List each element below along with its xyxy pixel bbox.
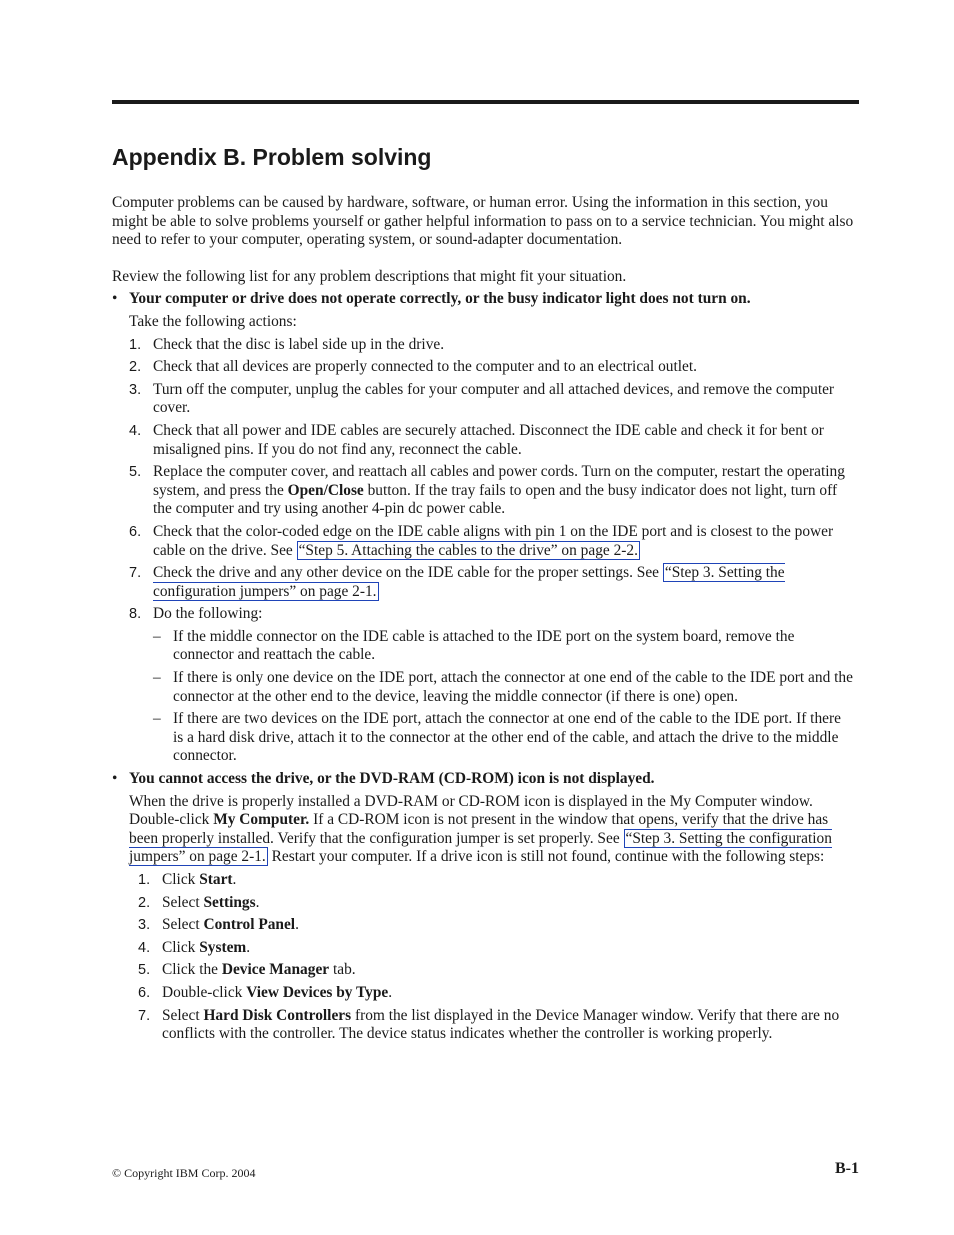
dash-mark: – <box>153 669 161 687</box>
top-rule <box>112 100 859 104</box>
bullet-mark: • <box>112 770 118 788</box>
page-number: B-1 <box>835 1160 859 1177</box>
step-number: 5. <box>138 962 151 979</box>
step-text: Click <box>162 871 200 888</box>
step-item <box>129 605 854 766</box>
step-number: 1. <box>129 336 142 353</box>
review-paragraph: Review the following list for any problem descriptions that might fit your situation. <box>112 267 627 285</box>
intro-paragraph: Computer problems can be caused by hardware, software, or human error. Using the information in this section, you might be able to solve problems yourself or gather helpful information to pass on to a service technician. You might also need to refer to your computer, operating system, or sound-adapter documentation. <box>112 194 854 249</box>
step-item <box>129 939 854 958</box>
step-number: 1. <box>138 872 151 888</box>
sub-action-text: If the middle connector on the IDE cable is attached to the IDE port on the system board, remove the connector and reattach the cable. <box>173 627 795 664</box>
step-text: Check that the color-coded edge on the IDE cable aligns with pin 1 on the IDE port and is closest to the power cable on the drive. See <box>153 522 834 559</box>
sub-action-item <box>153 628 854 665</box>
sub-action-text: If there is only one device on the IDE port, attach the connector at one end of the cable to the IDE port and the connector at the other end to the device, leaving the middle connector (if there is one) open. <box>173 669 853 705</box>
cross-reference-link[interactable]: “Step 5. Attaching the cables to the drive” on page 2-2. <box>298 541 638 559</box>
step-text: Check that all power and IDE cables are securely attached. Disconnect the IDE cable and check it for bent or misaligned pins. If you do not find any, reconnect the cable. <box>153 421 824 458</box>
step-bold-term: System <box>199 938 247 956</box>
step-text: Select <box>162 1006 204 1024</box>
step-text: . <box>246 938 251 956</box>
step-bold-term: Control Panel <box>203 916 296 934</box>
step-item <box>129 894 854 913</box>
paragraph-text: Restart your computer. If a drive icon is still not found, continue with the following steps: <box>267 848 825 866</box>
step-number: 8. <box>129 606 142 623</box>
step-item <box>129 523 854 560</box>
step-text: . <box>232 871 237 888</box>
step-number: 2. <box>129 359 142 376</box>
dash-mark: – <box>153 627 161 645</box>
step-item <box>129 1007 854 1044</box>
step-item <box>129 984 854 1003</box>
step-text: Click <box>162 938 200 956</box>
problem-heading: Your computer or drive does not operate correctly, or the busy indicator light does not turn on. <box>129 290 751 308</box>
sub-actions-list <box>153 628 854 766</box>
step-item <box>129 961 854 980</box>
problem-item-drive-access <box>112 770 854 1044</box>
copyright-notice: © Copyright IBM Corp. 2004 <box>112 1166 256 1180</box>
step-text: . <box>255 893 260 911</box>
step-number: 3. <box>138 917 151 934</box>
step-number: 6. <box>138 984 151 1001</box>
step-item <box>129 463 854 519</box>
step-number: 6. <box>129 523 142 540</box>
step-number: 7. <box>129 565 142 582</box>
step-item <box>129 871 854 890</box>
step-number: 5. <box>129 464 142 481</box>
step-text: Double-click <box>162 983 247 1001</box>
cross-reference-link[interactable]: “Step 3. Setting the configuration jumpers” on page 2-1. <box>153 564 785 600</box>
problem-item-drive-operation <box>112 290 854 766</box>
step-text: . <box>388 983 393 1001</box>
cross-reference-link[interactable]: “Step 3. Setting the configuration jumpers” on page 2-1. <box>129 829 832 866</box>
step-number: 4. <box>129 422 142 439</box>
step-text: . <box>295 916 299 934</box>
step-number: 3. <box>129 381 142 398</box>
dash-mark: – <box>153 710 161 728</box>
actions-intro: Take the following actions: <box>129 312 297 330</box>
step-text: Click the <box>162 961 222 979</box>
step-bold-term: View Devices by Type <box>246 983 389 1001</box>
problem-paragraph <box>129 793 854 867</box>
step-item <box>129 381 854 418</box>
main-content <box>112 194 854 1048</box>
step-bold-term: Start <box>199 871 233 888</box>
step-text: Select <box>162 916 204 934</box>
step-item <box>129 564 854 601</box>
step-text: Select <box>162 893 204 911</box>
step-item <box>129 336 854 355</box>
sub-action-item <box>153 669 854 706</box>
step-item <box>129 358 854 377</box>
step-text: Check that all devices are properly connected to the computer and to an electrical outlet. <box>153 358 698 376</box>
step-text: Check the drive and any other device on the IDE cable for the proper settings. See <box>153 564 663 582</box>
step-number: 2. <box>138 894 151 911</box>
sub-action-text: If there are two devices on the IDE port, attach the connector at one end of the cable to the IDE port. If there is a hard disk drive, attach it to the connector at the other end of the cable, and attach the drive to the middle connector. <box>173 710 841 765</box>
step-text: Check that the disc is label side up in the drive. <box>153 335 445 353</box>
step-bold-term: Hard Disk Controllers <box>203 1006 352 1024</box>
paragraph-text: When the drive is properly installed a DVD-RAM or CD-ROM icon is displayed in the My Computer window. Double-click <box>129 792 813 829</box>
action-steps-list <box>129 871 854 1044</box>
step-bold-term: Device Manager <box>221 961 330 979</box>
step-item <box>129 916 854 935</box>
paragraph-text: If a CD-ROM icon is not present in the window that opens, verify that the drive has been properly installed. Verify that the configuration jumper is set properly. See <box>129 811 829 847</box>
step-text: Replace the computer cover, and reattach all cables and power cords. Turn on the computer, restart the operating system, and press the <box>153 463 845 499</box>
problem-heading: You cannot access the drive, or the DVD-RAM (CD-ROM) icon is not displayed. <box>129 770 655 788</box>
step-text: tab. <box>329 961 356 979</box>
step-text: button. If the tray fails to open and the busy indicator does not light, turn off the computer and try using another 4-pin dc power cable. <box>153 481 838 518</box>
step-text: Do the following: <box>153 605 263 623</box>
step-item <box>129 422 854 459</box>
bullet-mark: • <box>112 290 118 308</box>
step-bold-term: Settings <box>203 893 256 911</box>
step-text: Turn off the computer, unplug the cables for your computer and all attached devices, and remove the computer cover. <box>153 380 835 417</box>
page-title: Appendix B. Problem solving <box>112 144 432 170</box>
sub-action-item <box>153 710 854 766</box>
step-bold-term: Open/Close <box>287 481 364 499</box>
step-text: from the list displayed in the Device Manager window. Verify that there are no conflicts with the controller. The device status indicates whether the controller is working properly. <box>162 1006 840 1043</box>
action-steps-list <box>129 336 854 766</box>
paragraph-bold-term: My Computer. <box>213 811 310 829</box>
step-number: 7. <box>138 1007 151 1024</box>
step-number: 4. <box>138 939 151 956</box>
